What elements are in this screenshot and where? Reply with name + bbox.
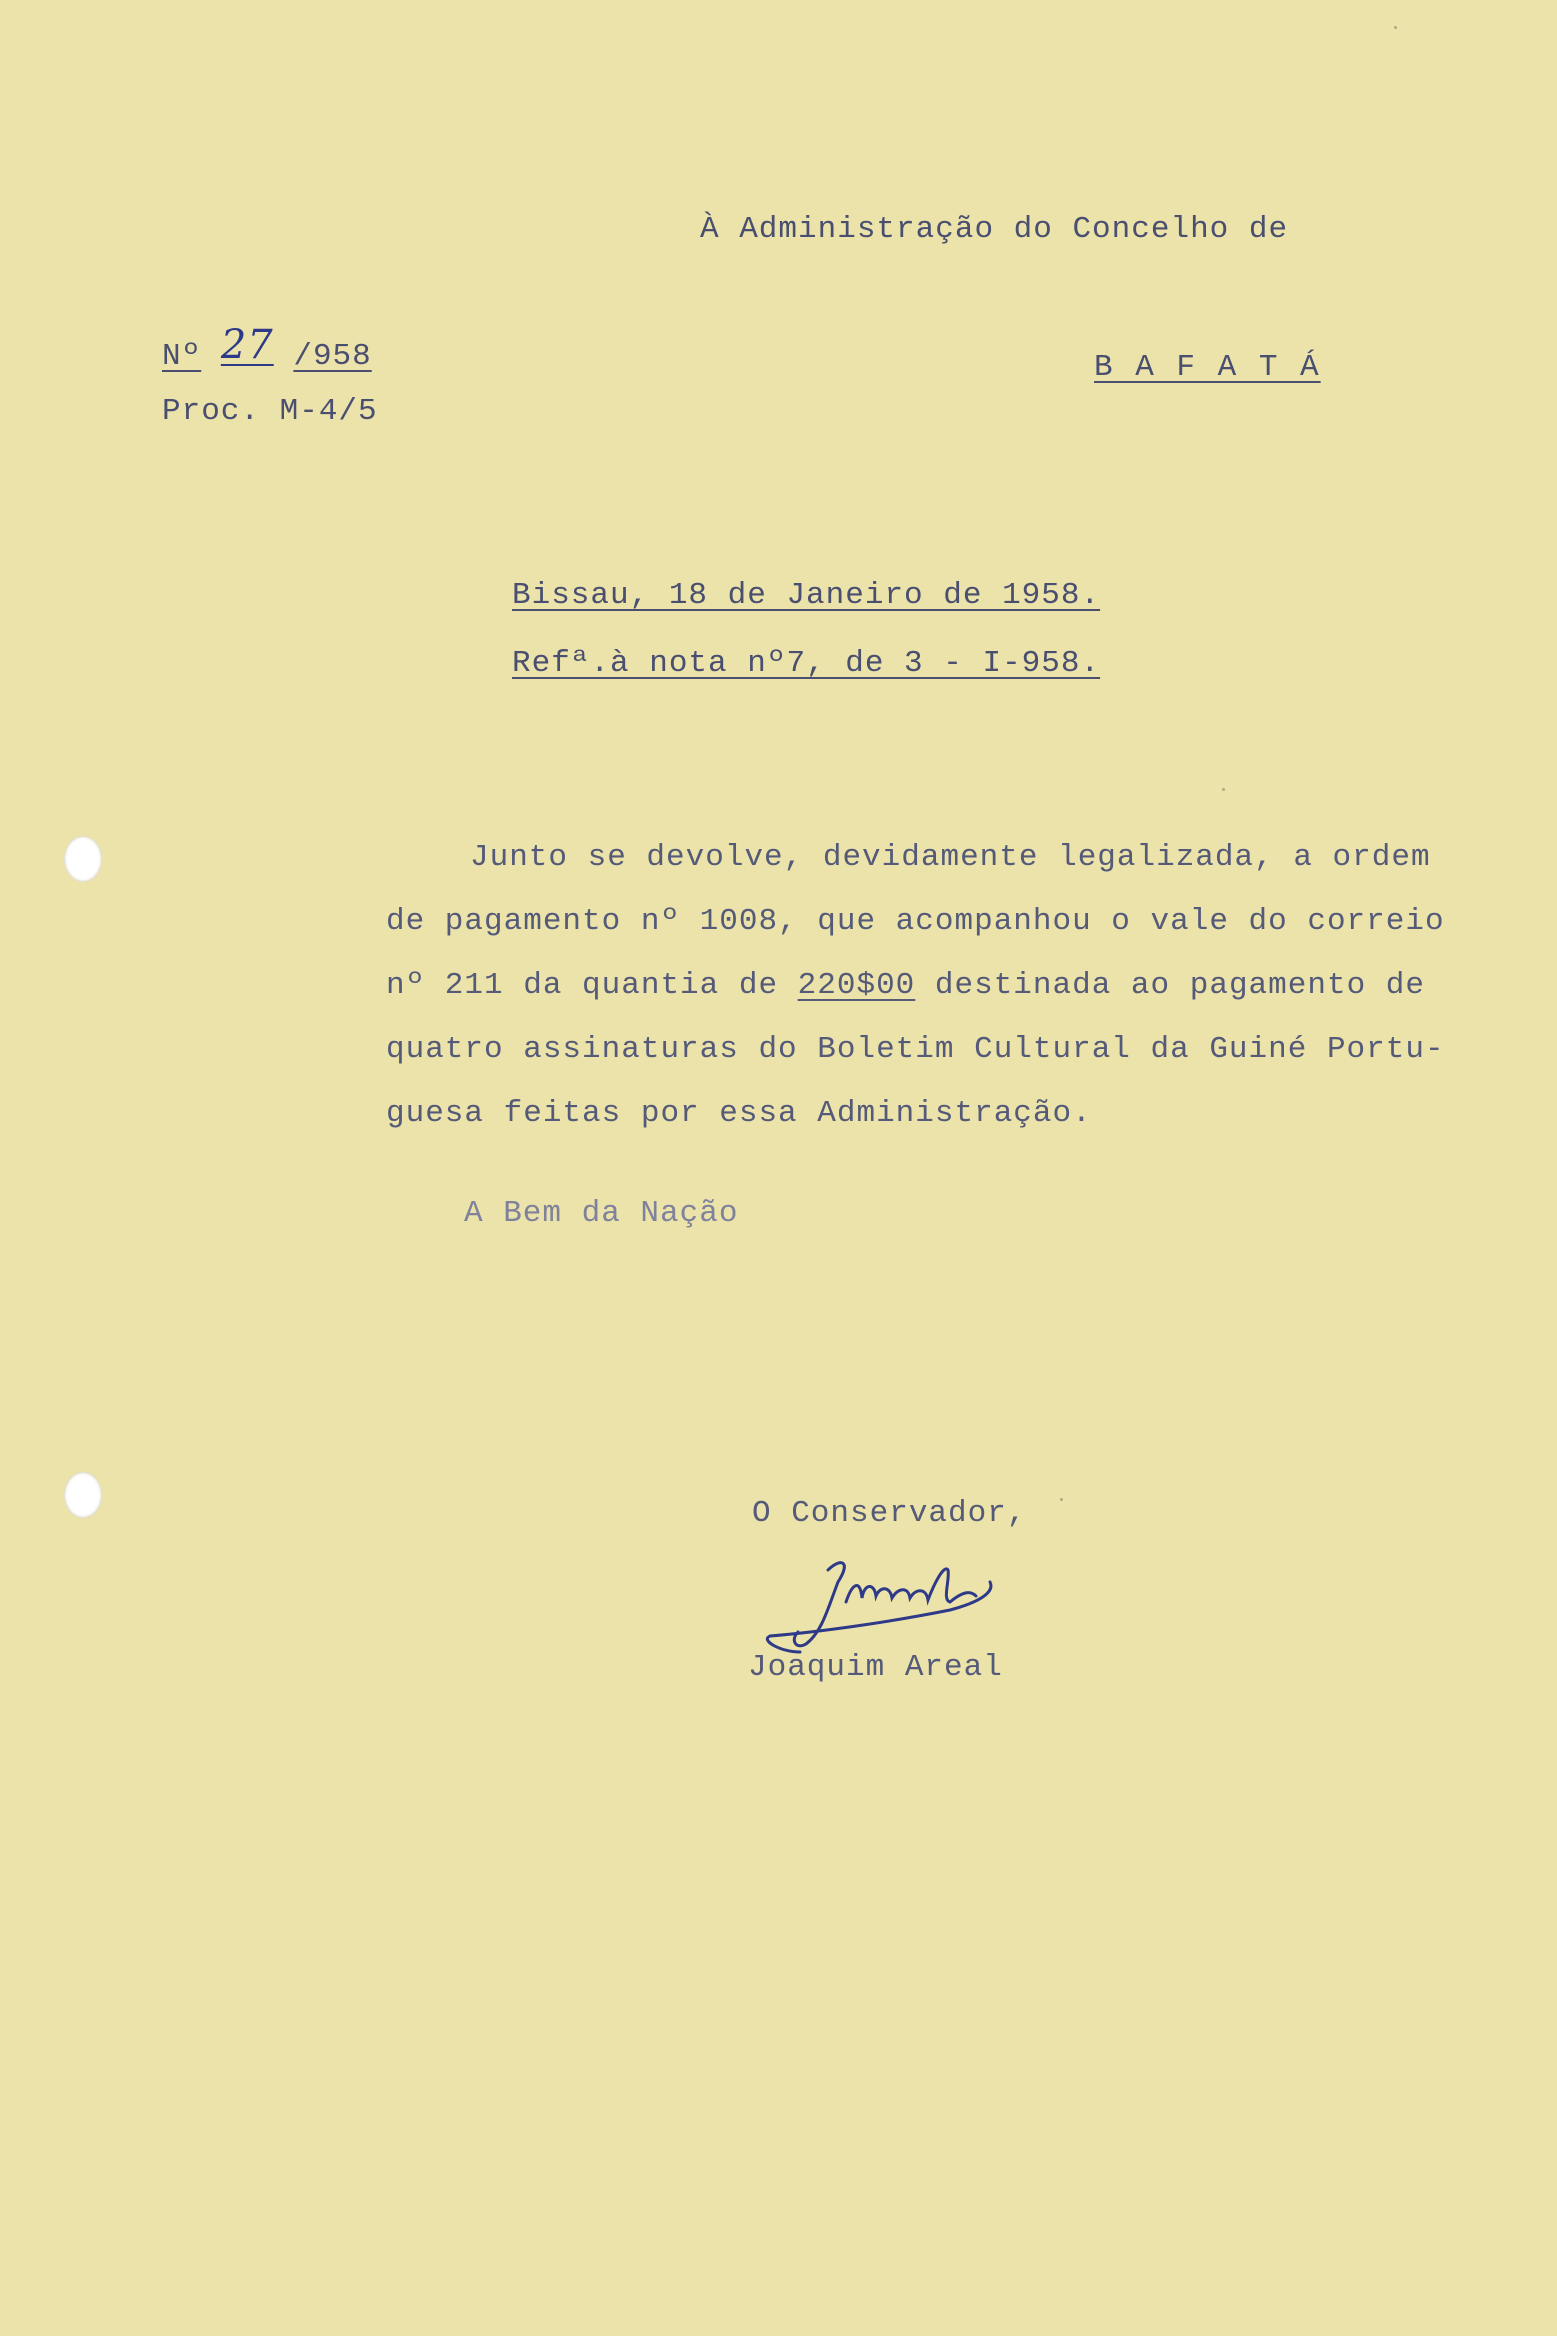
body-line-5: guesa feitas por essa Administração. bbox=[386, 1096, 1092, 1131]
body-line-3-start: nº 211 da quantia de bbox=[386, 968, 798, 1003]
place-date-line: Bissau, 18 de Janeiro de 1958. bbox=[512, 578, 1101, 613]
signatory-name: Joaquim Areal bbox=[748, 1650, 1003, 1685]
paper-speck bbox=[1222, 788, 1225, 791]
body-line-3 bbox=[386, 968, 1425, 1003]
addressee-line: À Administração do Concelho de bbox=[700, 212, 1289, 247]
amount-value: 220$00 bbox=[797, 968, 916, 1003]
body-line-4: quatro assinaturas do Boletim Cultural da Guiné Portu- bbox=[386, 1032, 1445, 1067]
paper-speck bbox=[1060, 1498, 1063, 1501]
destination-bafata: B A F A T Á bbox=[1094, 350, 1321, 385]
salutation: A Bem da Nação bbox=[464, 1196, 739, 1231]
reference-number bbox=[162, 322, 372, 374]
punch-hole-upper bbox=[64, 836, 102, 882]
handwritten-number: 27 bbox=[220, 322, 274, 368]
body-line-2: de pagamento nº 1008, que acompanhou o vale do correio bbox=[386, 904, 1445, 939]
paper-speck bbox=[1394, 26, 1397, 29]
signatory-title: O Conservador, bbox=[752, 1496, 1027, 1531]
number-year: /958 bbox=[293, 339, 372, 374]
body-line-1: Junto se devolve, devidamente legalizada, a ordem bbox=[470, 840, 1431, 875]
punch-hole-lower bbox=[64, 1472, 102, 1518]
number-prefix: Nº bbox=[162, 339, 202, 374]
body-line-3-end: destinada ao pagamento de bbox=[915, 968, 1425, 1003]
process-reference: Proc. M-4/5 bbox=[162, 394, 378, 429]
reference-note-line: Refª.à nota nº7, de 3 - I-958. bbox=[512, 646, 1101, 681]
